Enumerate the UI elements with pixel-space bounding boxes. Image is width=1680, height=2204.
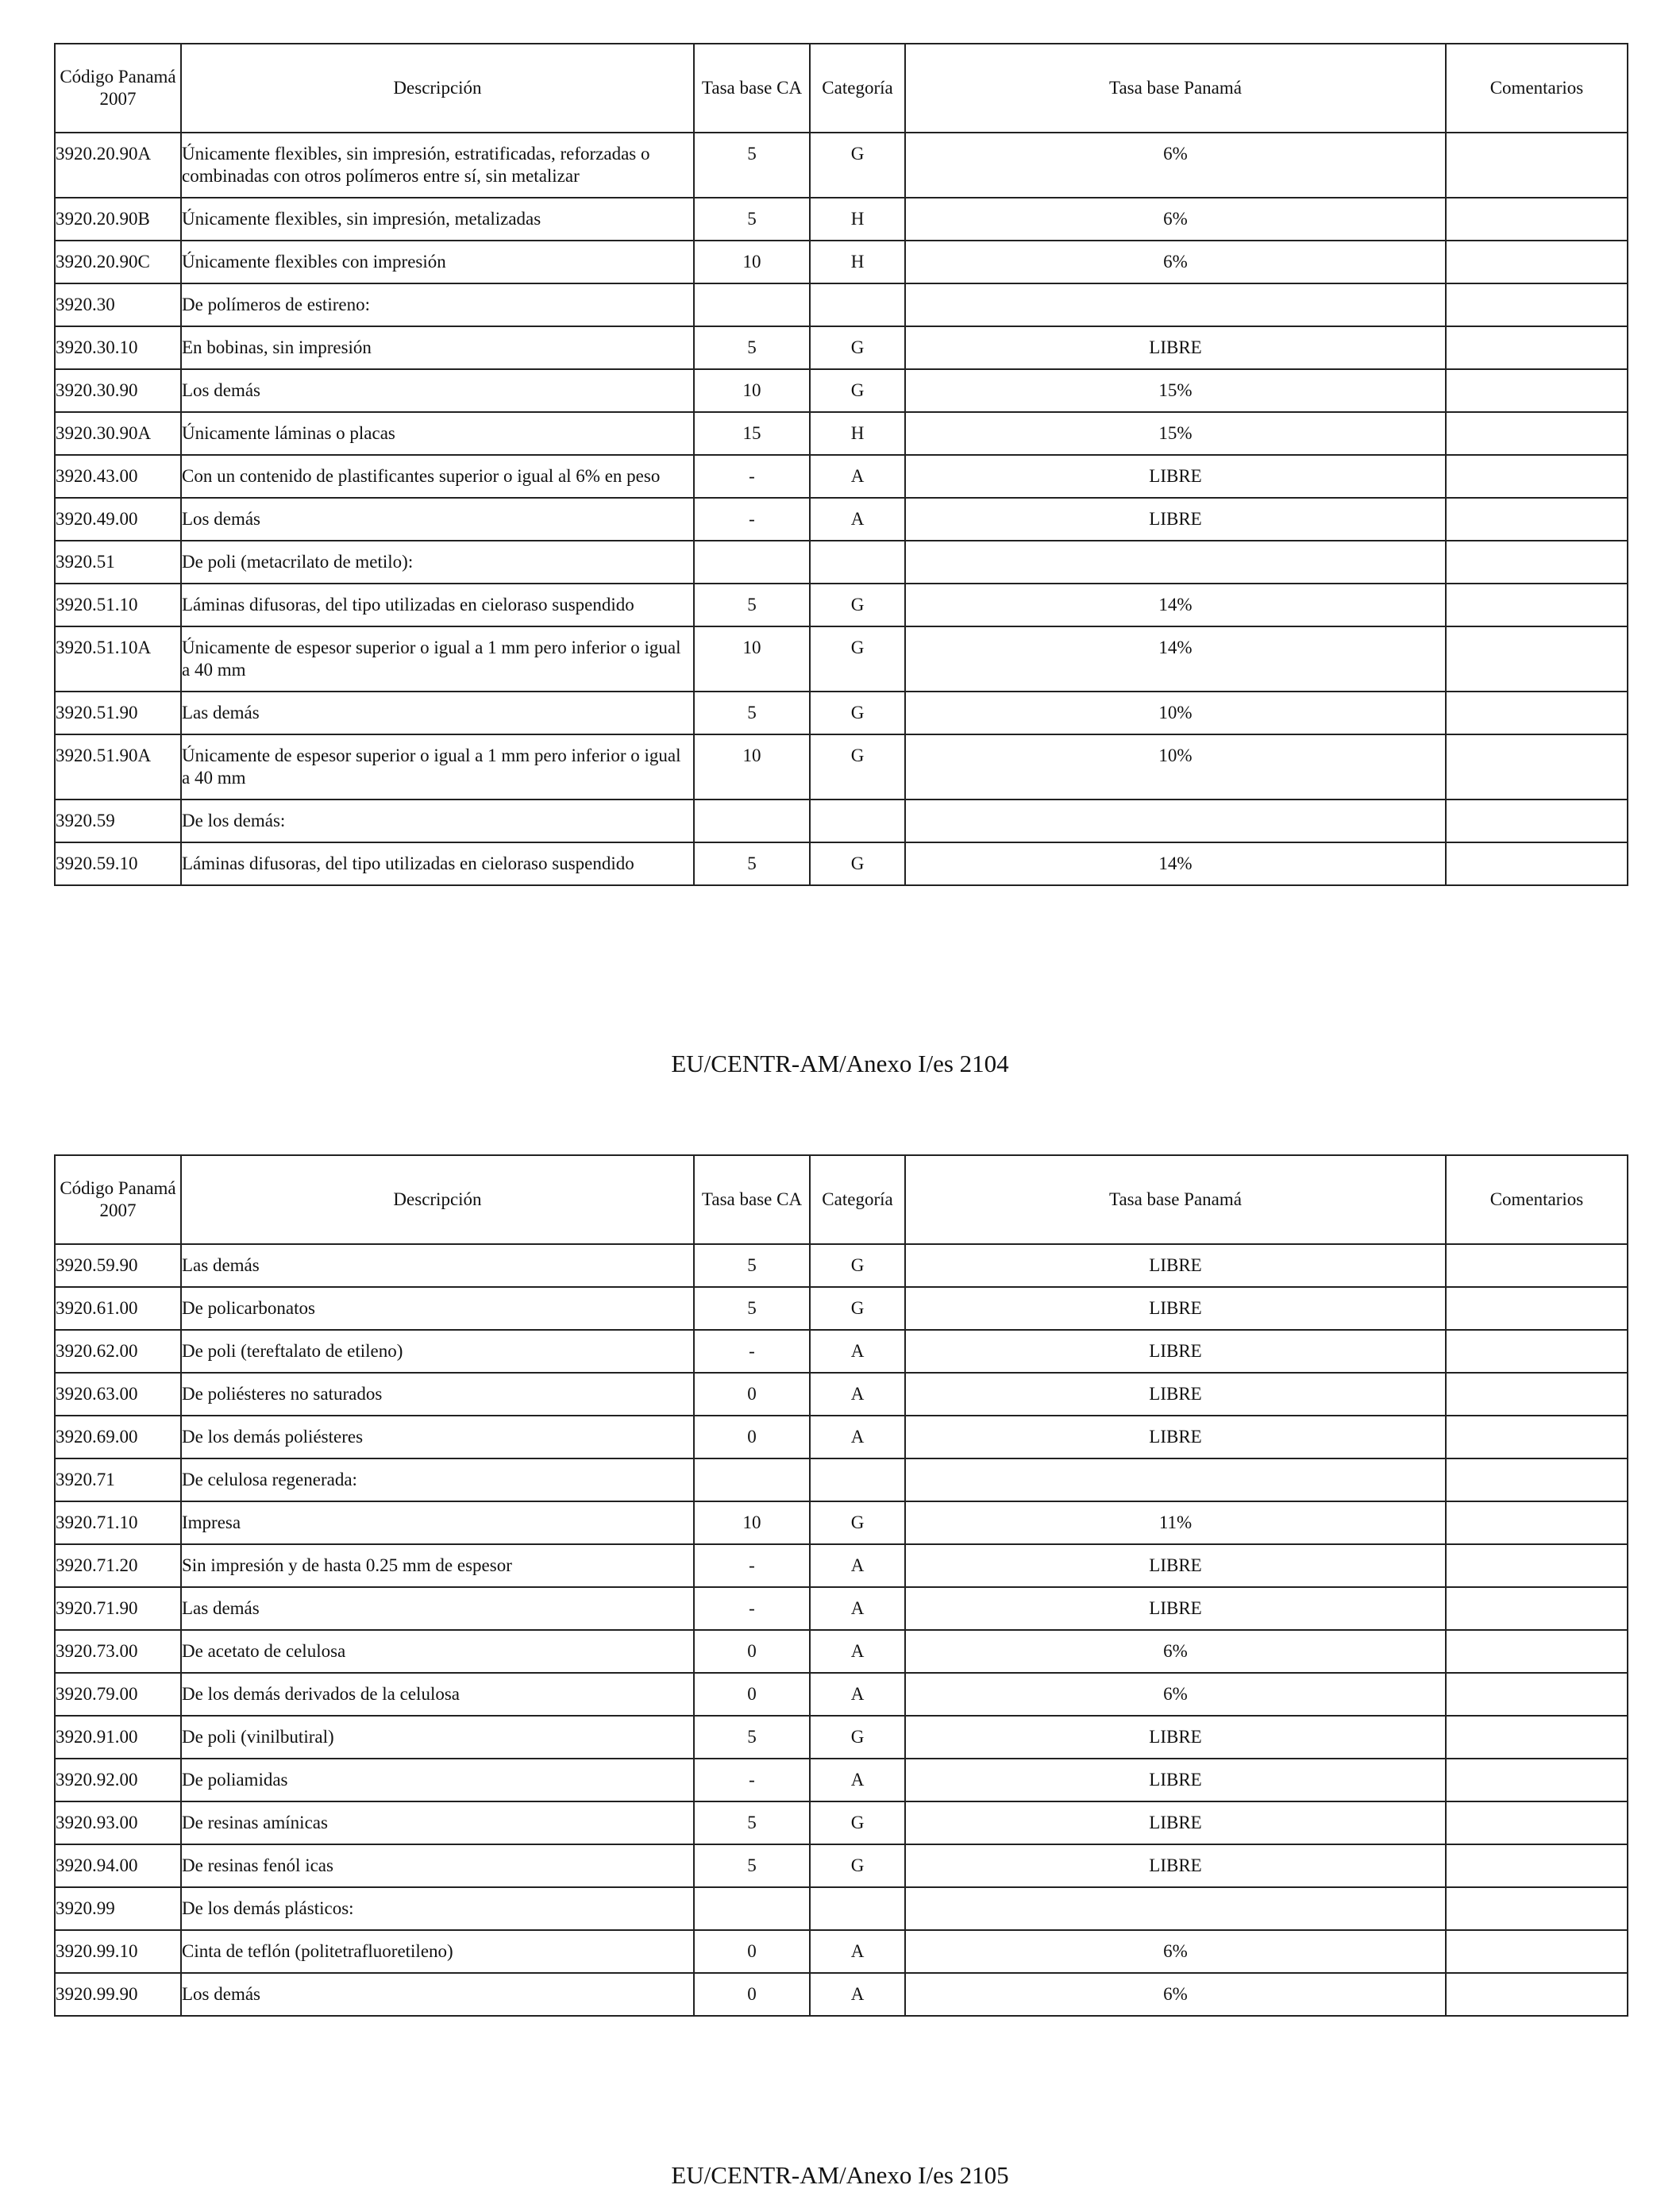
cell-rate-ca: -: [694, 1544, 810, 1587]
cell-description: Únicamente flexibles, sin impresión, metalizadas: [181, 198, 694, 241]
cell-code: 3920.30: [55, 283, 181, 326]
table-row: [55, 1930, 1628, 1973]
cell-code: 3920.99.10: [55, 1930, 181, 1973]
table-row: [55, 1759, 1628, 1801]
cell-rate-ca: 5: [694, 326, 810, 369]
cell-code: 3920.93.00: [55, 1801, 181, 1844]
cell-rate-panama: LIBRE: [905, 1287, 1446, 1330]
cell-rate-panama: 6%: [905, 1973, 1446, 2016]
cell-comments: [1446, 842, 1628, 885]
cell-rate-ca: 10: [694, 241, 810, 283]
cell-rate-panama: LIBRE: [905, 455, 1446, 498]
cell-category: G: [810, 1287, 905, 1330]
cell-description: Únicamente láminas o placas: [181, 412, 694, 455]
cell-code: 3920.59.10: [55, 842, 181, 885]
cell-description: De poliamidas: [181, 1759, 694, 1801]
table-row: [55, 1458, 1628, 1501]
cell-rate-panama: 15%: [905, 412, 1446, 455]
cell-rate-panama: [905, 541, 1446, 584]
cell-rate-ca: [694, 1458, 810, 1501]
cell-description: Los demás: [181, 369, 694, 412]
cell-category: G: [810, 1716, 905, 1759]
table-row: [55, 1501, 1628, 1544]
cell-description: Los demás: [181, 1973, 694, 2016]
cell-comments: [1446, 1801, 1628, 1844]
cell-category: A: [810, 1544, 905, 1587]
page-footer-2105: EU/CENTR-AM/Anexo I/es 2105: [671, 2161, 1009, 2189]
cell-code: 3920.99: [55, 1887, 181, 1930]
cell-rate-ca: -: [694, 455, 810, 498]
cell-comments: [1446, 1330, 1628, 1373]
cell-code: 3920.71: [55, 1458, 181, 1501]
cell-category: [810, 1887, 905, 1930]
cell-description: Las demás: [181, 1587, 694, 1630]
cell-rate-ca: 5: [694, 1716, 810, 1759]
cell-description: De poli (tereftalato de etileno): [181, 1330, 694, 1373]
table-row: [55, 692, 1628, 734]
cell-code: 3920.49.00: [55, 498, 181, 541]
cell-rate-panama: LIBRE: [905, 1330, 1446, 1373]
cell-code: 3920.20.90A: [55, 133, 181, 198]
cell-category: [810, 800, 905, 842]
cell-code: 3920.51.90: [55, 692, 181, 734]
cell-comments: [1446, 455, 1628, 498]
cell-comments: [1446, 541, 1628, 584]
cell-code: 3920.61.00: [55, 1287, 181, 1330]
cell-description: Las demás: [181, 692, 694, 734]
cell-description: Los demás: [181, 498, 694, 541]
cell-code: 3920.51.10: [55, 584, 181, 626]
cell-comments: [1446, 326, 1628, 369]
cell-description: Con un contenido de plastificantes superior o igual al 6% en peso: [181, 455, 694, 498]
cell-description: De los demás poliésteres: [181, 1416, 694, 1458]
header-base-rate-panama: Tasa base Panamá: [905, 44, 1446, 133]
cell-rate-panama: LIBRE: [905, 1244, 1446, 1287]
cell-category: G: [810, 1244, 905, 1287]
cell-description: Impresa: [181, 1501, 694, 1544]
cell-rate-ca: 5: [694, 1844, 810, 1887]
cell-rate-panama: LIBRE: [905, 1373, 1446, 1416]
cell-category: A: [810, 498, 905, 541]
table-row: [55, 541, 1628, 584]
cell-category: A: [810, 1330, 905, 1373]
cell-code: 3920.30.90A: [55, 412, 181, 455]
cell-code: 3920.71.90: [55, 1587, 181, 1630]
cell-description: Únicamente de espesor superior o igual a 1 mm pero inferior o igual a 40 mm: [181, 734, 694, 800]
cell-rate-ca: 5: [694, 584, 810, 626]
table-header-row: [55, 1155, 1628, 1244]
cell-category: G: [810, 584, 905, 626]
cell-category: [810, 283, 905, 326]
cell-comments: [1446, 1458, 1628, 1501]
header-code-label: Código Panamá 2007: [60, 1178, 176, 1220]
cell-rate-ca: -: [694, 498, 810, 541]
cell-rate-panama: 14%: [905, 584, 1446, 626]
table-row: [55, 1887, 1628, 1930]
cell-rate-panama: 6%: [905, 241, 1446, 283]
cell-code: 3920.59: [55, 800, 181, 842]
cell-rate-ca: -: [694, 1587, 810, 1630]
cell-comments: [1446, 1587, 1628, 1630]
tariff-table-page-2: [54, 1154, 1628, 2017]
cell-code: 3920.43.00: [55, 455, 181, 498]
cell-rate-panama: LIBRE: [905, 498, 1446, 541]
table-row: [55, 369, 1628, 412]
cell-rate-panama: [905, 800, 1446, 842]
cell-category: A: [810, 1673, 905, 1716]
cell-description: De los demás:: [181, 800, 694, 842]
tariff-table-page-1: [54, 43, 1628, 886]
cell-code: 3920.71.20: [55, 1544, 181, 1587]
cell-rate-ca: 10: [694, 626, 810, 692]
cell-code: 3920.99.90: [55, 1973, 181, 2016]
table-row: [55, 1244, 1628, 1287]
cell-comments: [1446, 626, 1628, 692]
header-category: Categoría: [810, 44, 905, 133]
table-row: [55, 1630, 1628, 1673]
cell-rate-ca: 0: [694, 1416, 810, 1458]
cell-rate-ca: [694, 1887, 810, 1930]
cell-rate-ca: 5: [694, 1801, 810, 1844]
table-row: [55, 198, 1628, 241]
cell-comments: [1446, 1673, 1628, 1716]
cell-rate-ca: 5: [694, 198, 810, 241]
cell-description: Sin impresión y de hasta 0.25 mm de espesor: [181, 1544, 694, 1587]
header-base-rate-ca: Tasa base CA: [694, 1155, 810, 1244]
table-row: [55, 326, 1628, 369]
cell-rate-ca: [694, 800, 810, 842]
cell-category: A: [810, 1587, 905, 1630]
header-category: Categoría: [810, 1155, 905, 1244]
cell-category: A: [810, 455, 905, 498]
cell-rate-ca: -: [694, 1759, 810, 1801]
cell-category: G: [810, 1801, 905, 1844]
table-row: [55, 1673, 1628, 1716]
cell-rate-ca: [694, 541, 810, 584]
cell-code: 3920.30.90: [55, 369, 181, 412]
cell-rate-ca: 5: [694, 1287, 810, 1330]
cell-comments: [1446, 1759, 1628, 1801]
header-base-rate-ca: Tasa base CA: [694, 44, 810, 133]
cell-category: G: [810, 326, 905, 369]
cell-rate-panama: LIBRE: [905, 1844, 1446, 1887]
header-code-label: Código Panamá 2007: [60, 67, 176, 109]
cell-rate-panama: [905, 1887, 1446, 1930]
cell-category: G: [810, 734, 905, 800]
cell-rate-panama: 10%: [905, 734, 1446, 800]
cell-rate-ca: -: [694, 1330, 810, 1373]
cell-code: 3920.69.00: [55, 1416, 181, 1458]
cell-rate-ca: 0: [694, 1673, 810, 1716]
cell-category: G: [810, 369, 905, 412]
table-row: [55, 1844, 1628, 1887]
cell-category: G: [810, 842, 905, 885]
cell-rate-ca: 0: [694, 1373, 810, 1416]
cell-rate-panama: LIBRE: [905, 1716, 1446, 1759]
cell-rate-ca: 5: [694, 692, 810, 734]
cell-rate-panama: LIBRE: [905, 1801, 1446, 1844]
cell-description: De poli (metacrilato de metilo):: [181, 541, 694, 584]
header-code: [55, 44, 181, 133]
cell-comments: [1446, 1416, 1628, 1458]
cell-comments: [1446, 1716, 1628, 1759]
cell-code: 3920.30.10: [55, 326, 181, 369]
cell-description: De celulosa regenerada:: [181, 1458, 694, 1501]
cell-comments: [1446, 198, 1628, 241]
cell-rate-ca: [694, 283, 810, 326]
cell-comments: [1446, 1544, 1628, 1587]
cell-code: 3920.51.10A: [55, 626, 181, 692]
table-row: [55, 1416, 1628, 1458]
cell-description: Cinta de teflón (politetrafluoretileno): [181, 1930, 694, 1973]
table-row: [55, 1373, 1628, 1416]
cell-description: De polímeros de estireno:: [181, 283, 694, 326]
cell-rate-ca: 5: [694, 1244, 810, 1287]
cell-category: [810, 1458, 905, 1501]
cell-category: G: [810, 1844, 905, 1887]
cell-rate-panama: 6%: [905, 1930, 1446, 1973]
cell-category: A: [810, 1373, 905, 1416]
cell-description: Láminas difusoras, del tipo utilizadas en cieloraso suspendido: [181, 584, 694, 626]
cell-rate-panama: 15%: [905, 369, 1446, 412]
cell-comments: [1446, 1244, 1628, 1287]
cell-description: Únicamente flexibles con impresión: [181, 241, 694, 283]
cell-category: A: [810, 1630, 905, 1673]
cell-rate-panama: 6%: [905, 133, 1446, 198]
cell-description: Únicamente de espesor superior o igual a 1 mm pero inferior o igual a 40 mm: [181, 626, 694, 692]
table-row: [55, 584, 1628, 626]
table-row: [55, 734, 1628, 800]
cell-code: 3920.71.10: [55, 1501, 181, 1544]
table-row: [55, 1716, 1628, 1759]
table-row: [55, 842, 1628, 885]
cell-category: A: [810, 1416, 905, 1458]
cell-rate-ca: 5: [694, 842, 810, 885]
table-row: [55, 1330, 1628, 1373]
table-row: [55, 412, 1628, 455]
cell-comments: [1446, 734, 1628, 800]
cell-category: G: [810, 626, 905, 692]
cell-rate-ca: 0: [694, 1973, 810, 2016]
cell-category: A: [810, 1930, 905, 1973]
cell-comments: [1446, 1373, 1628, 1416]
cell-code: 3920.91.00: [55, 1716, 181, 1759]
header-comments: Comentarios: [1446, 1155, 1628, 1244]
cell-rate-panama: LIBRE: [905, 326, 1446, 369]
cell-rate-panama: 14%: [905, 842, 1446, 885]
cell-comments: [1446, 1501, 1628, 1544]
cell-comments: [1446, 133, 1628, 198]
table-row: [55, 1587, 1628, 1630]
cell-comments: [1446, 369, 1628, 412]
cell-category: [810, 541, 905, 584]
cell-description: De poliésteres no saturados: [181, 1373, 694, 1416]
table-row: [55, 1801, 1628, 1844]
cell-code: 3920.20.90C: [55, 241, 181, 283]
cell-comments: [1446, 584, 1628, 626]
cell-description: Láminas difusoras, del tipo utilizadas en cieloraso suspendido: [181, 842, 694, 885]
cell-rate-panama: 11%: [905, 1501, 1446, 1544]
cell-rate-panama: 14%: [905, 626, 1446, 692]
cell-description: De policarbonatos: [181, 1287, 694, 1330]
cell-category: H: [810, 198, 905, 241]
cell-category: A: [810, 1973, 905, 2016]
cell-rate-panama: 6%: [905, 1630, 1446, 1673]
header-code: [55, 1155, 181, 1244]
table-row: [55, 1973, 1628, 2016]
table-row: [55, 455, 1628, 498]
page-footer-2104: EU/CENTR-AM/Anexo I/es 2104: [671, 1050, 1009, 1077]
cell-rate-ca: 15: [694, 412, 810, 455]
cell-description: De los demás plásticos:: [181, 1887, 694, 1930]
cell-comments: [1446, 692, 1628, 734]
table-row: [55, 283, 1628, 326]
cell-rate-panama: 10%: [905, 692, 1446, 734]
table-row: [55, 241, 1628, 283]
cell-code: 3920.20.90B: [55, 198, 181, 241]
cell-description: De acetato de celulosa: [181, 1630, 694, 1673]
table-row: [55, 1287, 1628, 1330]
cell-description: De poli (vinilbutiral): [181, 1716, 694, 1759]
table-row: [55, 800, 1628, 842]
cell-rate-ca: 10: [694, 369, 810, 412]
cell-code: 3920.73.00: [55, 1630, 181, 1673]
cell-category: G: [810, 1501, 905, 1544]
cell-rate-ca: 5: [694, 133, 810, 198]
cell-description: De resinas fenól icas: [181, 1844, 694, 1887]
header-base-rate-panama: Tasa base Panamá: [905, 1155, 1446, 1244]
cell-comments: [1446, 1844, 1628, 1887]
cell-rate-panama: LIBRE: [905, 1416, 1446, 1458]
cell-code: 3920.92.00: [55, 1759, 181, 1801]
cell-rate-panama: LIBRE: [905, 1544, 1446, 1587]
cell-rate-panama: LIBRE: [905, 1587, 1446, 1630]
table-row: [55, 1544, 1628, 1587]
cell-comments: [1446, 1930, 1628, 1973]
cell-category: G: [810, 133, 905, 198]
cell-description: De resinas amínicas: [181, 1801, 694, 1844]
cell-rate-panama: [905, 283, 1446, 326]
cell-description: En bobinas, sin impresión: [181, 326, 694, 369]
header-comments: Comentarios: [1446, 44, 1628, 133]
cell-comments: [1446, 800, 1628, 842]
table-row: [55, 626, 1628, 692]
cell-code: 3920.79.00: [55, 1673, 181, 1716]
cell-rate-ca: 0: [694, 1930, 810, 1973]
cell-code: 3920.51: [55, 541, 181, 584]
table-header-row: [55, 44, 1628, 133]
cell-category: G: [810, 692, 905, 734]
cell-rate-panama: LIBRE: [905, 1759, 1446, 1801]
cell-comments: [1446, 1287, 1628, 1330]
table-row: [55, 133, 1628, 198]
cell-rate-ca: 10: [694, 1501, 810, 1544]
cell-description: Únicamente flexibles, sin impresión, estratificadas, reforzadas o combinadas con otros polímeros entre sí, sin metalizar: [181, 133, 694, 198]
cell-code: 3920.62.00: [55, 1330, 181, 1373]
cell-rate-panama: 6%: [905, 198, 1446, 241]
cell-category: H: [810, 241, 905, 283]
cell-code: 3920.94.00: [55, 1844, 181, 1887]
cell-description: De los demás derivados de la celulosa: [181, 1673, 694, 1716]
header-description: Descripción: [181, 44, 694, 133]
cell-category: A: [810, 1759, 905, 1801]
cell-comments: [1446, 498, 1628, 541]
cell-comments: [1446, 1887, 1628, 1930]
cell-code: 3920.51.90A: [55, 734, 181, 800]
cell-comments: [1446, 283, 1628, 326]
table-row: [55, 498, 1628, 541]
cell-comments: [1446, 241, 1628, 283]
cell-rate-panama: 6%: [905, 1673, 1446, 1716]
cell-category: H: [810, 412, 905, 455]
cell-comments: [1446, 1630, 1628, 1673]
cell-description: Las demás: [181, 1244, 694, 1287]
cell-rate-ca: 10: [694, 734, 810, 800]
cell-comments: [1446, 412, 1628, 455]
cell-rate-panama: [905, 1458, 1446, 1501]
cell-code: 3920.59.90: [55, 1244, 181, 1287]
header-description: Descripción: [181, 1155, 694, 1244]
cell-rate-ca: 0: [694, 1630, 810, 1673]
cell-code: 3920.63.00: [55, 1373, 181, 1416]
cell-comments: [1446, 1973, 1628, 2016]
